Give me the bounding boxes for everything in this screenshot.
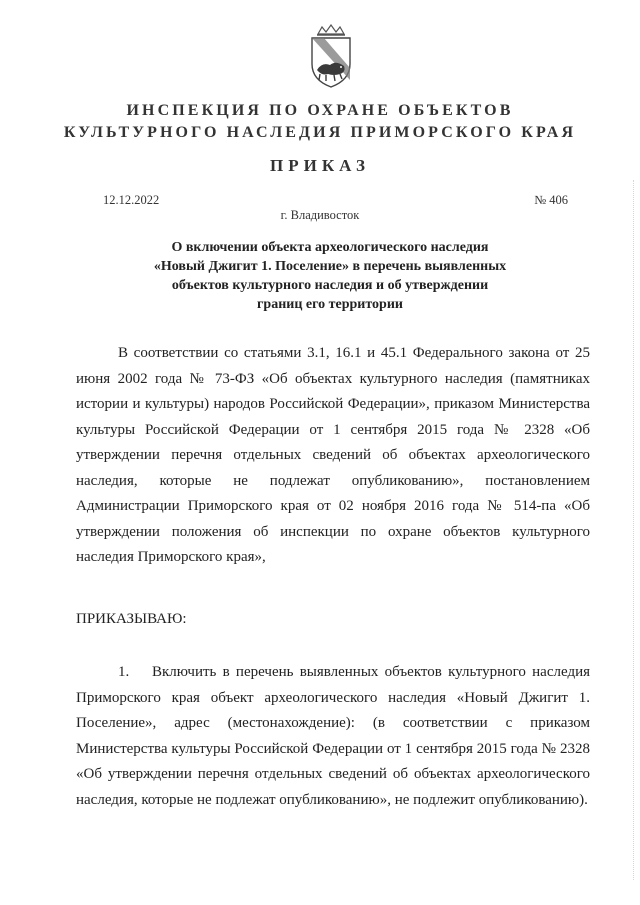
subject-line: объектов культурного наследия и об утверждении bbox=[171, 278, 489, 293]
subject-line: границ его территории bbox=[257, 297, 403, 312]
scan-edge-line bbox=[631, 180, 634, 880]
order-item-1 bbox=[76, 660, 590, 813]
organization-name-line-1: ИНСПЕКЦИЯ ПО ОХРАНЕ ОБЪЕКТОВ bbox=[126, 102, 514, 119]
primorsky-krai-coat-of-arms-icon bbox=[300, 24, 362, 90]
order-item-number: 1. bbox=[118, 664, 130, 680]
organization-name-line-2: КУЛЬТУРНОГО НАСЛЕДИЯ ПРИМОРСКОГО КРАЯ bbox=[63, 124, 577, 141]
preamble-paragraph: В соответствии со статьями 3.1, 16.1 и 45.1 Федерального закона от 25 июня 2002 года № 73-ФЗ «Об объектах культурного наследия (памятниках истории и культуры) народов Российской Федерации», приказом Министерства культуры Российской Федерации от 1 сентября 2015 года № 2328 «Об утверждении перечня отдельных сведений об объектах археологического наследия, которые не подлежат опубликованию», постановлением Администрации Приморского края от 02 ноября 2016 года № 514-па «Об утверждении положения об инспекции по охране объектов культурного наследия Приморского края», bbox=[76, 345, 590, 565]
order-item-text: Включить в перечень выявленных объектов культурного наследия Приморского края объект археологического наследия «Новый Джигит 1. Поселение», адрес (местонахождение): (в соответствии с приказом Министерства культуры Российской Федерации от 1 сентября 2015 года № 2328 «Об утверждении перечня отдельных сведений об объектах археологического наследия, которые не подлежат опубликованию», не подлежит опубликованию). bbox=[76, 664, 590, 808]
document-number: № 406 bbox=[534, 193, 568, 207]
subject-line: «Новый Джигит 1. Поселение» в перечень выявленных bbox=[153, 259, 507, 274]
document-subject bbox=[130, 238, 530, 314]
document-type-title: ПРИКАЗ bbox=[270, 156, 370, 175]
document-city: г. Владивосток bbox=[280, 208, 360, 222]
subject-line: О включении объекта археологического наследия bbox=[171, 240, 489, 255]
order-word: ПРИКАЗЫВАЮ: bbox=[76, 611, 187, 627]
document-date: 12.12.2022 bbox=[103, 193, 160, 207]
